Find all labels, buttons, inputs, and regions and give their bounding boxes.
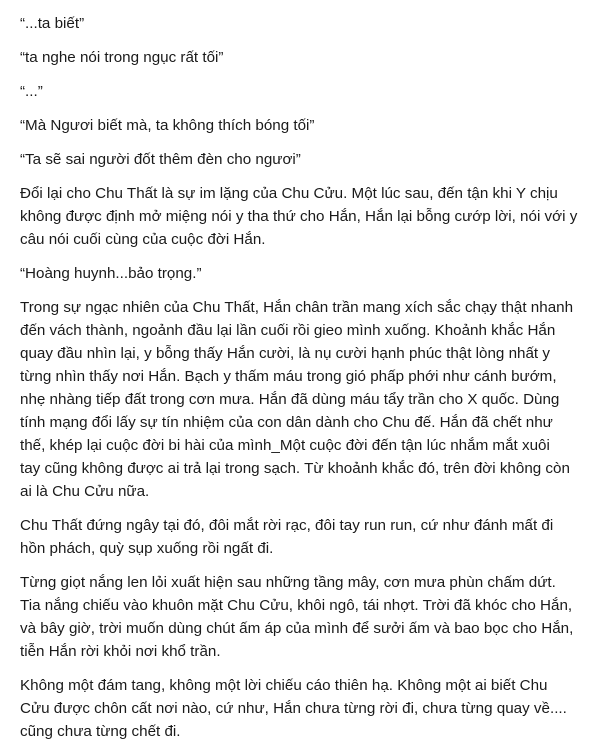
text-line: Chu Thất đứng ngây tại đó, đôi mắt rời rạc, đôi tay run run, cứ như đánh mất đi	[20, 517, 554, 534]
text-line: từng nhìn thấy nơi Hắn. Bạch y thấm máu trong gió phấp phới như cánh bướm,	[20, 368, 557, 385]
text-line: ai là Chu Cửu nữa.	[20, 483, 150, 500]
text-line: nhẹ nhàng tiếp đất trong cơn mưa. Hắn đã dùng máu tẩy trần cho X quốc. Dùng	[20, 391, 560, 408]
dialogue-paragraph-1	[20, 12, 596, 35]
narrative-paragraph-3	[20, 514, 596, 560]
text-line: “Ta sẽ sai người đốt thêm đèn cho ngươi”	[20, 151, 301, 168]
text-line: tính mạng đổi lấy sự tín nhiệm của con dân dành cho Chu đế. Hắn đã chết như	[20, 414, 553, 431]
text-line: “ta nghe nói trong ngục rất tối”	[20, 49, 224, 66]
narrative-paragraph-1	[20, 182, 596, 251]
dialogue-paragraph-4	[20, 114, 596, 137]
text-line: “...ta biết”	[20, 15, 85, 32]
text-line: Đổi lại cho Chu Thất là sự im lặng của Chu Cửu. Một lúc sau, đến tận khi Y chịu	[20, 185, 558, 202]
text-line: Từng giọt nắng len lỏi xuất hiện sau những tầng mây, cơn mưa phùn chấm dứt.	[20, 574, 556, 591]
text-line: Tia nắng chiếu vào khuôn mặt Chu Cửu, khôi ngô, tái nhợt. Trời đã khóc cho Hắn,	[20, 597, 573, 614]
text-line: quay đầu nhìn lại, y bỗng thấy Hắn cười, là nụ cười hạnh phúc thật lòng nhất y	[20, 345, 550, 362]
text-line: và bây giờ, trời muốn dùng chút ấm áp của mình để sưởi ấm và bao bọc cho Hắn,	[20, 620, 574, 637]
text-line: Trong sự ngạc nhiên của Chu Thất, Hắn chân trần mang xích sắc chạy thật nhanh	[20, 299, 574, 316]
narrative-paragraph-2	[20, 296, 596, 503]
document-page	[20, 12, 596, 754]
dialogue-paragraph-5	[20, 148, 596, 171]
dialogue-paragraph-6	[20, 262, 596, 285]
text-line: câu nói cuối cùng của cuộc đời Hắn.	[20, 231, 266, 248]
text-line: tiễn Hắn rời khỏi nơi khổ trần.	[20, 643, 221, 660]
narrative-paragraph-4	[20, 571, 596, 663]
text-line: cũng chưa từng chết đi.	[20, 723, 181, 740]
dialogue-paragraph-2	[20, 46, 596, 69]
text-line: Cửu được chôn cất nơi nào, cứ như, Hắn chưa từng rời đi, chưa từng quay về....	[20, 700, 567, 717]
text-line: không được định mở miệng nói y tha thứ cho Hắn, Hắn lại bỗng cướp lời, nói với y	[20, 208, 578, 225]
text-line: đến vách thành, ngoảnh đầu lại lần cuối rồi gieo mình xuống. Khoảnh khắc Hắn	[20, 322, 556, 339]
text-line: “Mà Ngươi biết mà, ta không thích bóng tối”	[20, 117, 315, 134]
text-line: hồn phách, quỳ sụp xuống rồi ngất đi.	[20, 540, 274, 557]
dialogue-paragraph-3	[20, 80, 596, 103]
text-line: “...”	[20, 83, 43, 100]
narrative-paragraph-5	[20, 674, 596, 743]
text-line: “Hoàng huynh...bảo trọng.”	[20, 265, 202, 282]
text-line: Không một đám tang, không một lời chiếu cáo thiên hạ. Không một ai biết Chu	[20, 677, 548, 694]
text-line: thế, khép lại cuộc đời bi hài của mình_Một cuộc đời đến tận lúc nhắm mắt xuôi	[20, 437, 550, 454]
text-line: tay cũng không được ai trả lại trong sạch. Từ khoảnh khắc đó, trên đời không còn	[20, 460, 570, 477]
